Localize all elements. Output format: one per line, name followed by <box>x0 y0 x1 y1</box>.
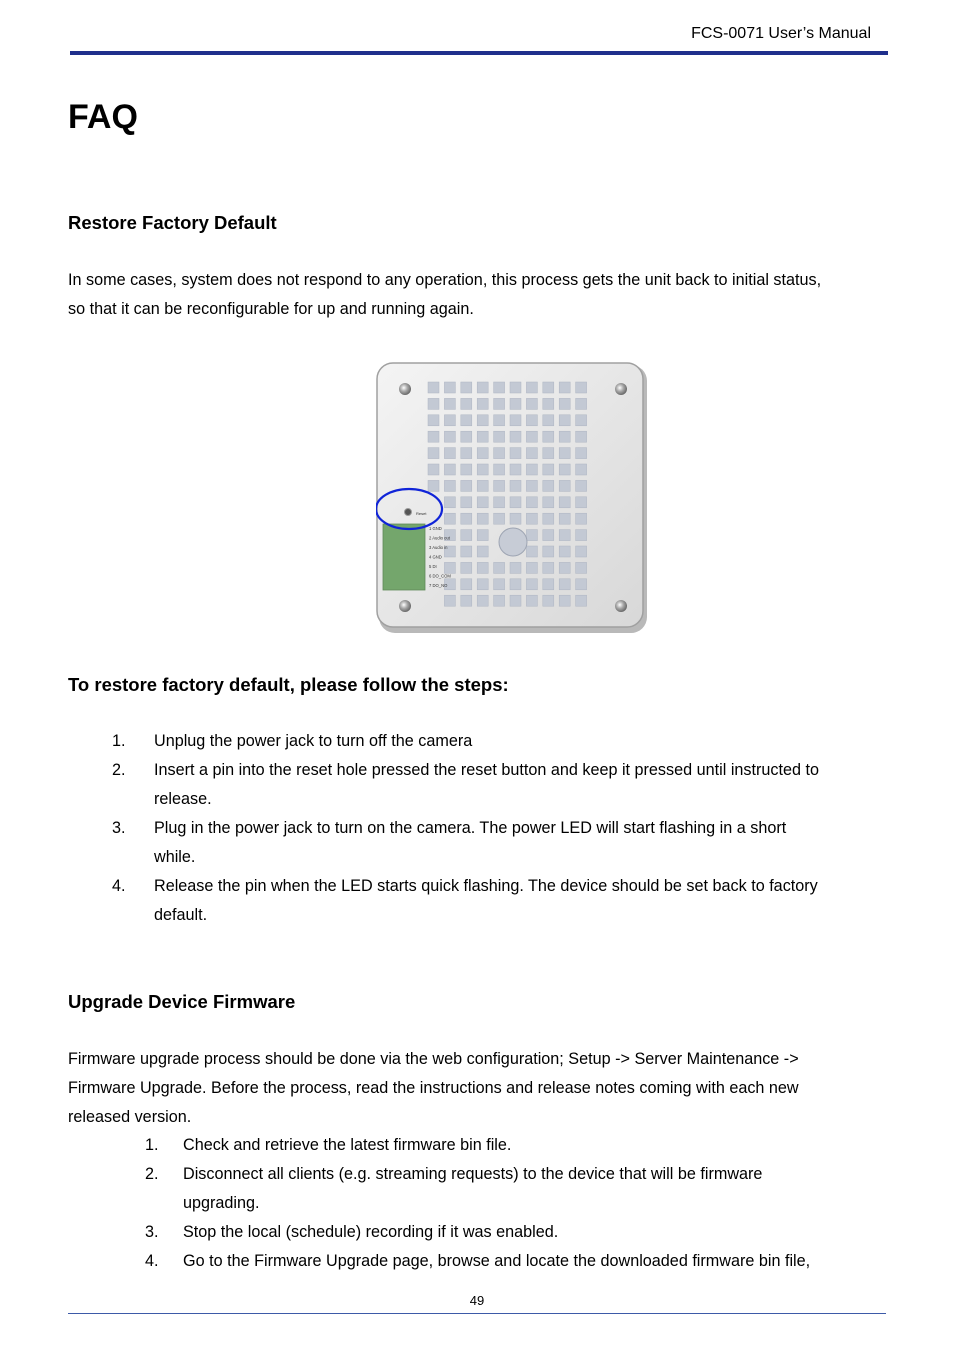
vent-hole <box>510 480 521 491</box>
vent-hole <box>477 415 488 426</box>
camera-back-panel-figure <box>376 362 652 636</box>
vent-hole <box>559 595 570 606</box>
list-line: upgrading. <box>183 1194 260 1212</box>
vent-hole <box>559 579 570 590</box>
list-text <box>183 1160 883 1218</box>
pin-label: 6 DO_COM <box>429 573 451 579</box>
vent-hole <box>477 546 488 557</box>
restore-intro-line: so that it can be reconfigurable for up and running again. <box>68 300 474 318</box>
vent-hole <box>477 513 488 524</box>
vent-hole <box>477 530 488 541</box>
manual-title: FCS-0071 User’s Manual <box>691 25 871 42</box>
vent-hole <box>576 530 587 541</box>
list-number: 4. <box>145 1252 159 1270</box>
upgrade-intro <box>68 1045 898 1132</box>
vent-hole <box>559 546 570 557</box>
list-text <box>154 872 894 930</box>
vent-hole <box>494 497 505 508</box>
list-line: Release the pin when the LED starts quick flashing. The device should be set back to factory <box>154 877 818 895</box>
vent-hole <box>526 546 537 557</box>
list-number: 3. <box>112 819 126 837</box>
list-text <box>154 756 894 814</box>
pin-label: 4 GND <box>429 554 442 560</box>
vent-hole <box>576 595 587 606</box>
vent-hole <box>428 448 439 459</box>
vent-hole <box>444 398 455 409</box>
vent-hole <box>428 431 439 442</box>
list-line: Unplug the power jack to turn off the camera <box>154 732 473 750</box>
vent-hole <box>444 448 455 459</box>
vent-hole <box>461 546 472 557</box>
vent-hole <box>444 382 455 393</box>
pin-label: 5 DI <box>429 564 437 569</box>
vent-hole <box>543 480 554 491</box>
vent-hole <box>526 448 537 459</box>
screw-icon <box>399 383 411 395</box>
vent-hole <box>494 579 505 590</box>
vent-hole <box>444 464 455 475</box>
vent-hole <box>477 398 488 409</box>
center-knob <box>499 528 527 556</box>
vent-hole <box>526 513 537 524</box>
vent-hole <box>576 513 587 524</box>
vent-hole <box>526 480 537 491</box>
vent-hole <box>494 448 505 459</box>
pin-label: 1 GND <box>429 526 442 531</box>
vent-hole <box>576 431 587 442</box>
vent-hole <box>510 448 521 459</box>
list-line: Stop the local (schedule) recording if it was enabled. <box>183 1223 559 1241</box>
list-line: Insert a pin into the reset hole pressed the reset button and keep it pressed until instructed to <box>154 761 819 779</box>
restore-heading: Restore Factory Default <box>68 212 277 233</box>
vent-hole <box>461 513 472 524</box>
vent-hole <box>526 464 537 475</box>
vent-hole <box>543 382 554 393</box>
list-text <box>154 727 894 756</box>
vent-hole <box>461 431 472 442</box>
list-number: 3. <box>145 1223 159 1241</box>
vent-hole <box>559 398 570 409</box>
vent-hole <box>428 398 439 409</box>
vent-hole <box>543 546 554 557</box>
vent-hole <box>461 579 472 590</box>
vent-hole <box>510 464 521 475</box>
vent-hole <box>461 382 472 393</box>
screw-icon <box>399 600 411 612</box>
vent-hole <box>526 382 537 393</box>
restore-intro <box>68 266 898 324</box>
vent-hole <box>543 415 554 426</box>
vent-hole <box>477 579 488 590</box>
vent-hole <box>494 415 505 426</box>
reset-hole-icon <box>405 509 412 516</box>
vent-hole <box>543 431 554 442</box>
list-line: release. <box>154 790 212 808</box>
vent-hole <box>559 415 570 426</box>
vent-hole <box>461 464 472 475</box>
vent-hole <box>576 480 587 491</box>
vent-hole <box>477 480 488 491</box>
upgrade-intro-line: Firmware Upgrade. Before the process, read the instructions and release notes coming with each new <box>68 1079 799 1097</box>
vent-hole <box>494 595 505 606</box>
vent-hole <box>526 398 537 409</box>
vent-hole <box>444 415 455 426</box>
vent-hole <box>526 595 537 606</box>
vent-hole <box>477 497 488 508</box>
vent-hole <box>477 562 488 573</box>
vent-hole <box>444 513 455 524</box>
list-text <box>183 1247 883 1276</box>
vent-hole <box>543 497 554 508</box>
header-divider <box>70 51 888 55</box>
vent-hole <box>576 448 587 459</box>
steps-heading: To restore factory default, please follow the steps: <box>68 674 509 695</box>
vent-hole <box>543 464 554 475</box>
vent-hole <box>510 513 521 524</box>
vent-hole <box>494 464 505 475</box>
vent-hole <box>526 431 537 442</box>
list-line: while. <box>154 848 196 866</box>
vent-hole <box>576 398 587 409</box>
page-title: FAQ <box>68 98 138 136</box>
vent-hole <box>559 513 570 524</box>
vent-hole <box>494 382 505 393</box>
vent-hole <box>526 415 537 426</box>
vent-hole <box>428 382 439 393</box>
vent-hole <box>444 595 455 606</box>
vent-hole <box>477 464 488 475</box>
vent-hole <box>510 579 521 590</box>
page-number: 49 <box>469 1293 485 1308</box>
list-text <box>183 1131 883 1160</box>
vent-hole <box>477 448 488 459</box>
vent-hole <box>526 497 537 508</box>
list-number: 4. <box>112 877 126 895</box>
vent-hole <box>461 480 472 491</box>
vent-hole <box>543 398 554 409</box>
vent-hole <box>461 562 472 573</box>
vent-hole <box>576 415 587 426</box>
vent-hole <box>444 480 455 491</box>
vent-hole <box>461 595 472 606</box>
list-line: Go to the Firmware Upgrade page, browse and locate the downloaded firmware bin file, <box>183 1252 811 1270</box>
vent-hole <box>559 382 570 393</box>
vent-hole <box>461 398 472 409</box>
vent-hole <box>559 448 570 459</box>
vent-hole <box>494 480 505 491</box>
list-line: Disconnect all clients (e.g. streaming requests) to the device that will be firmware <box>183 1165 763 1183</box>
upgrade-heading: Upgrade Device Firmware <box>68 991 296 1012</box>
vent-hole <box>576 497 587 508</box>
vent-hole <box>526 562 537 573</box>
vent-hole <box>428 464 439 475</box>
list-number: 1. <box>112 732 126 750</box>
vent-hole <box>559 562 570 573</box>
vent-hole <box>543 562 554 573</box>
vent-hole <box>559 431 570 442</box>
vent-hole <box>444 431 455 442</box>
vent-hole <box>461 530 472 541</box>
terminal-block <box>383 524 425 590</box>
list-number: 2. <box>145 1165 159 1183</box>
list-number: 2. <box>112 761 126 779</box>
reset-label: Reset <box>416 511 427 516</box>
vent-hole <box>526 579 537 590</box>
vent-hole <box>477 431 488 442</box>
list-line: Plug in the power jack to turn on the camera. The power LED will start flashing in a short <box>154 819 787 837</box>
vent-hole <box>494 562 505 573</box>
vent-hole <box>576 382 587 393</box>
upgrade-intro-line: Firmware upgrade process should be done via the web configuration; Setup -> Server Maintenance -> <box>68 1050 799 1068</box>
pin-label: 7 DO_NO <box>429 583 448 588</box>
vent-hole <box>559 464 570 475</box>
list-line: default. <box>154 906 208 924</box>
list-text <box>183 1218 883 1247</box>
vent-hole <box>543 579 554 590</box>
vent-hole <box>510 415 521 426</box>
list-line: Check and retrieve the latest firmware bin file. <box>183 1136 512 1154</box>
vent-hole <box>543 513 554 524</box>
vent-hole <box>461 497 472 508</box>
vent-hole <box>428 415 439 426</box>
pin-label: 2 Audio out <box>429 535 450 541</box>
list-text <box>154 814 894 872</box>
vent-hole <box>510 431 521 442</box>
upgrade-intro-line: released version. <box>68 1108 192 1126</box>
vent-hole <box>444 497 455 508</box>
restore-intro-line: In some cases, system does not respond to any operation, this process gets the unit back to initial status, <box>68 271 822 289</box>
vent-hole <box>510 382 521 393</box>
vent-hole <box>444 562 455 573</box>
vent-hole <box>576 546 587 557</box>
screw-icon <box>615 600 627 612</box>
vent-hole <box>461 415 472 426</box>
vent-hole <box>576 579 587 590</box>
screw-icon <box>615 383 627 395</box>
vent-hole <box>477 382 488 393</box>
vent-hole <box>494 398 505 409</box>
vent-hole <box>559 480 570 491</box>
vent-hole <box>526 530 537 541</box>
vent-hole <box>510 398 521 409</box>
vent-hole <box>494 513 505 524</box>
vent-hole <box>543 530 554 541</box>
vent-hole <box>510 595 521 606</box>
vent-hole <box>510 497 521 508</box>
footer-divider <box>68 1313 886 1314</box>
pin-label: 3 Audio in <box>429 545 448 550</box>
vent-hole <box>494 431 505 442</box>
vent-hole <box>576 562 587 573</box>
vent-hole <box>559 530 570 541</box>
vent-hole <box>510 562 521 573</box>
list-number: 1. <box>145 1136 159 1154</box>
vent-hole <box>576 464 587 475</box>
vent-hole <box>477 595 488 606</box>
vent-hole <box>428 480 439 491</box>
vent-hole <box>543 595 554 606</box>
vent-hole <box>543 448 554 459</box>
vent-hole <box>559 497 570 508</box>
vent-hole <box>461 448 472 459</box>
